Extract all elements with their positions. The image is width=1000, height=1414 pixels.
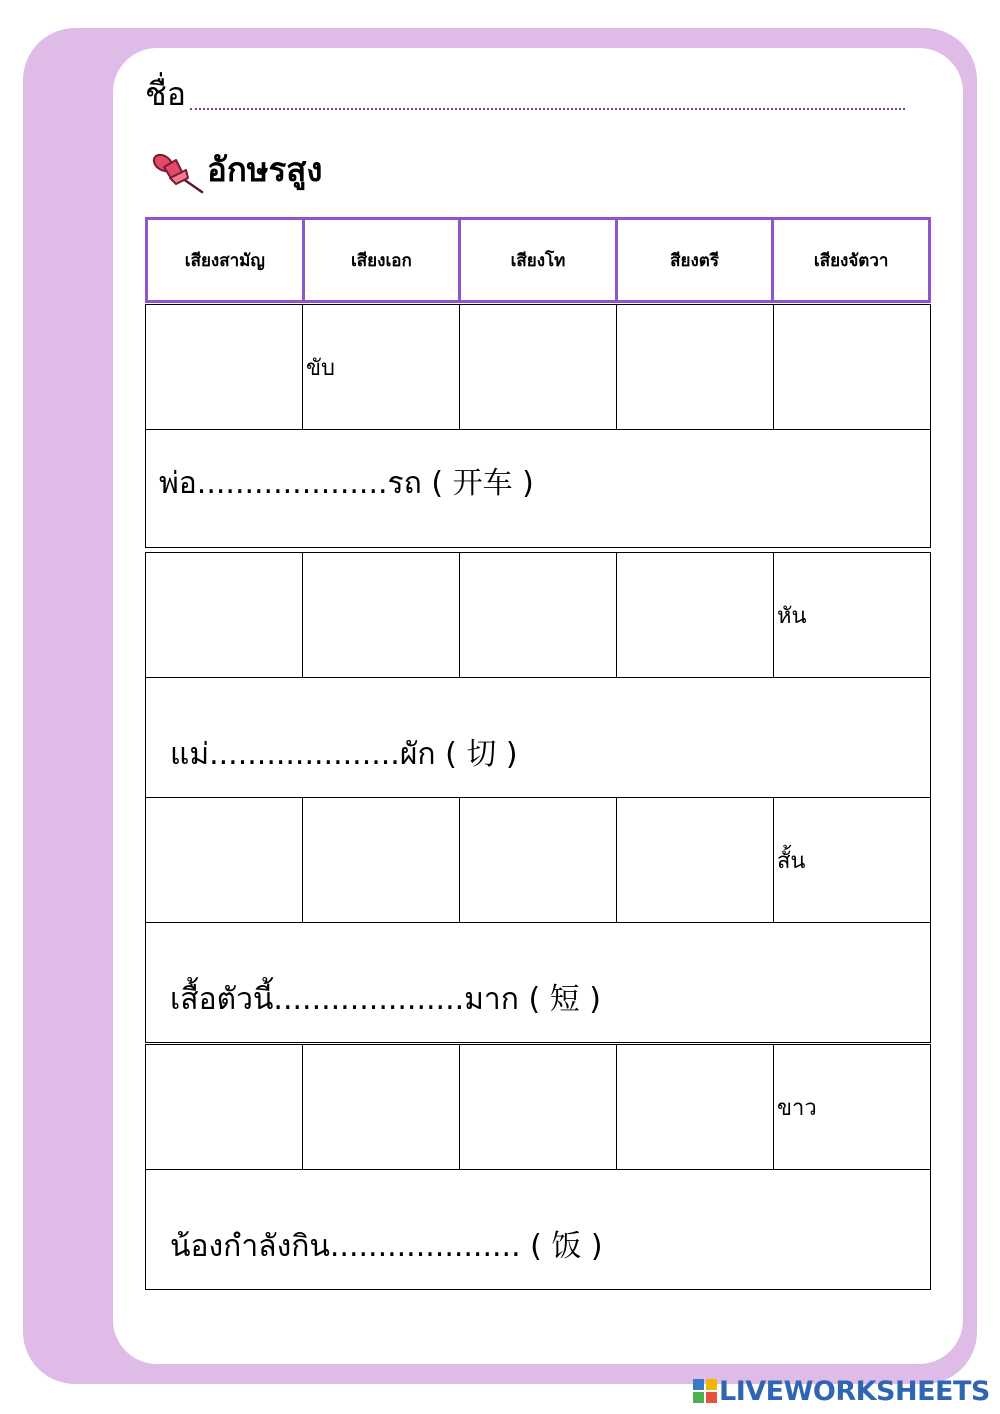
sentence-row[interactable]: เสื้อตัวนี้....................มาก ( 短 ) xyxy=(145,923,931,1043)
answer-cell[interactable] xyxy=(773,305,930,429)
answer-cell[interactable] xyxy=(146,798,302,922)
liveworksheets-logo-icon xyxy=(693,1379,717,1403)
section-title: อักษรสูง xyxy=(207,150,323,189)
tone-header-row xyxy=(145,217,931,303)
name-label: ชื่อ xyxy=(145,75,186,113)
word-row xyxy=(145,552,931,678)
answer-cell[interactable]: ขับ xyxy=(302,305,459,429)
answer-cell[interactable]: ขาว xyxy=(773,1045,930,1169)
answer-cell[interactable] xyxy=(302,1045,459,1169)
answer-cell[interactable] xyxy=(616,798,773,922)
sentence-row[interactable]: แม่....................ผัก ( 切 ) xyxy=(145,678,931,798)
exercise-block xyxy=(145,304,931,548)
answer-cell[interactable]: สั้น xyxy=(773,798,930,922)
header-tone-ek: เสียงเอก xyxy=(302,217,462,303)
answer-cell[interactable] xyxy=(616,305,773,429)
answer-cell[interactable] xyxy=(146,553,302,677)
header-tone-tho: เสียงโท xyxy=(458,217,618,303)
exercise-block xyxy=(145,797,931,1043)
exercise-block xyxy=(145,1044,931,1290)
answer-cell[interactable] xyxy=(459,1045,616,1169)
name-row xyxy=(145,74,905,118)
answer-cell[interactable] xyxy=(302,553,459,677)
answer-cell[interactable]: หัน xyxy=(773,553,930,677)
header-tone-tri: สียงตรี xyxy=(615,217,775,303)
name-input-line[interactable] xyxy=(190,108,905,110)
answer-cell[interactable] xyxy=(146,1045,302,1169)
word-row xyxy=(145,797,931,923)
answer-cell[interactable] xyxy=(459,798,616,922)
pushpin-icon xyxy=(150,150,204,194)
answer-cell[interactable] xyxy=(302,798,459,922)
header-tone-common: เสียงสามัญ xyxy=(145,217,305,303)
sentence-row[interactable]: พ่อ....................รถ ( 开车 ) xyxy=(145,430,931,548)
exercise-block xyxy=(145,552,931,798)
word-row xyxy=(145,1044,931,1170)
answer-cell[interactable] xyxy=(459,305,616,429)
answer-cell[interactable] xyxy=(146,305,302,429)
answer-cell[interactable] xyxy=(616,1045,773,1169)
word-row xyxy=(145,304,931,430)
sentence-row[interactable]: น้องกำลังกิน.................... ( 饭 ) xyxy=(145,1170,931,1290)
answer-cell[interactable] xyxy=(459,553,616,677)
liveworksheets-logo xyxy=(693,1374,990,1408)
answer-cell[interactable] xyxy=(616,553,773,677)
liveworksheets-logo-text: LIVEWORKSHEETS xyxy=(719,1375,990,1407)
header-tone-chattawa: เสียงจัตวา xyxy=(771,217,931,303)
